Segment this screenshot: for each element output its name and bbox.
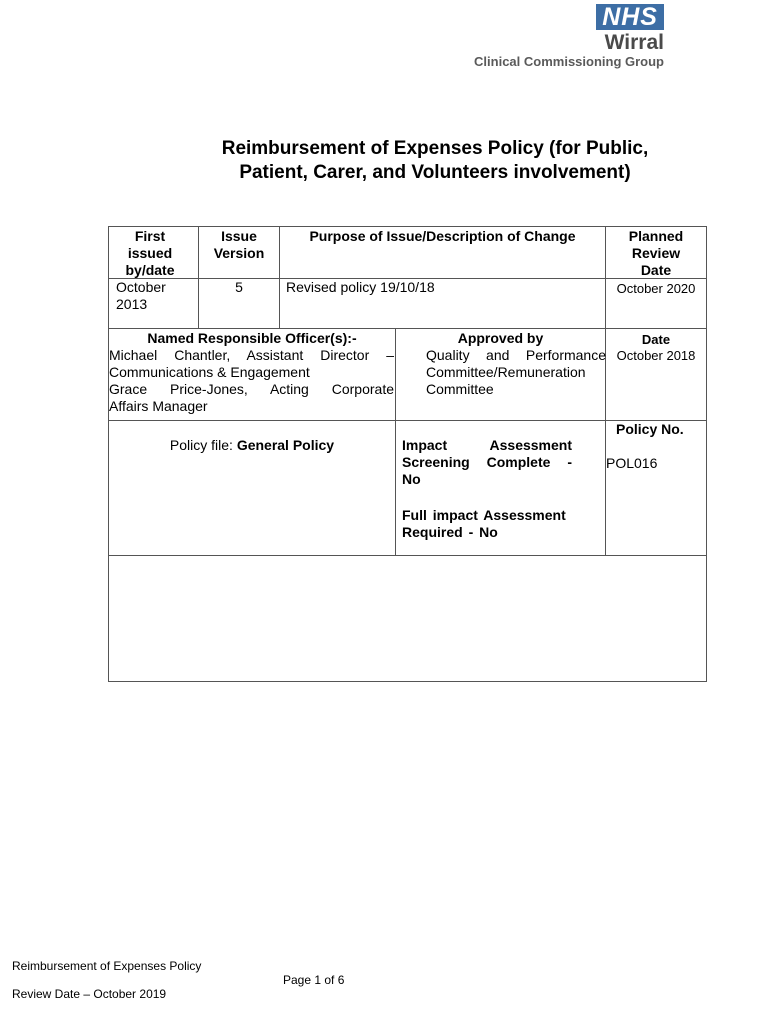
policy-no-value: POL016 xyxy=(606,455,658,471)
table-rule xyxy=(109,555,706,556)
logo-group-name: Clinical Commissioning Group xyxy=(474,54,664,69)
footer-title: Reimbursement of Expenses Policy xyxy=(12,959,202,973)
first-issued-value: October 2013 xyxy=(116,279,166,312)
header-first-issued: First issued by/date xyxy=(125,228,175,278)
approved-list: Quality and Performance Committee/Remuneration Committee xyxy=(426,347,606,397)
nhs-logo-mark: NHS xyxy=(596,4,664,30)
footer-review-date: Review Date – October 2019 xyxy=(12,987,167,1001)
table-rule xyxy=(109,328,706,329)
officers-list: Michael Chantler, Assistant Director – Communications & Engagement Grace Price-Jones, Acting Corporate Affairs Manager xyxy=(109,347,394,414)
nhs-wirral-logo xyxy=(464,4,664,76)
issue-version-value: 5 xyxy=(235,279,243,295)
title-line-1: Reimbursement of Expenses Policy (for Public, xyxy=(221,138,649,159)
title-line-2: Patient, Carer, and Volunteers involvement) xyxy=(239,162,631,183)
footer-page-number: Page 1 of 6 xyxy=(283,973,345,987)
table-rule xyxy=(395,328,396,555)
planned-review-value: October 2020 xyxy=(616,281,696,296)
date-header: Date xyxy=(641,332,671,347)
impact-full: Full impact Assessment Required - No xyxy=(402,507,566,540)
purpose-value: Revised policy 19/10/18 xyxy=(286,279,435,295)
policy-file xyxy=(110,437,394,454)
impact-screening: Impact Assessment Screening Complete - No xyxy=(402,437,572,487)
header-purpose: Purpose of Issue/Description of Change xyxy=(309,228,576,244)
header-issue-version: Issue Version xyxy=(213,228,265,261)
policy-file-label: Policy file: xyxy=(169,437,233,453)
date-value: October 2018 xyxy=(616,348,696,363)
policy-file-value: General Policy xyxy=(236,437,335,453)
policy-no-label: Policy No. xyxy=(616,421,684,437)
officers-header: Named Responsible Officer(s):- xyxy=(147,330,357,346)
logo-org-name: Wirral xyxy=(604,31,664,54)
document-title xyxy=(160,137,710,185)
approved-header: Approved by xyxy=(457,330,544,346)
header-planned-review: Planned Review Date xyxy=(628,228,684,278)
